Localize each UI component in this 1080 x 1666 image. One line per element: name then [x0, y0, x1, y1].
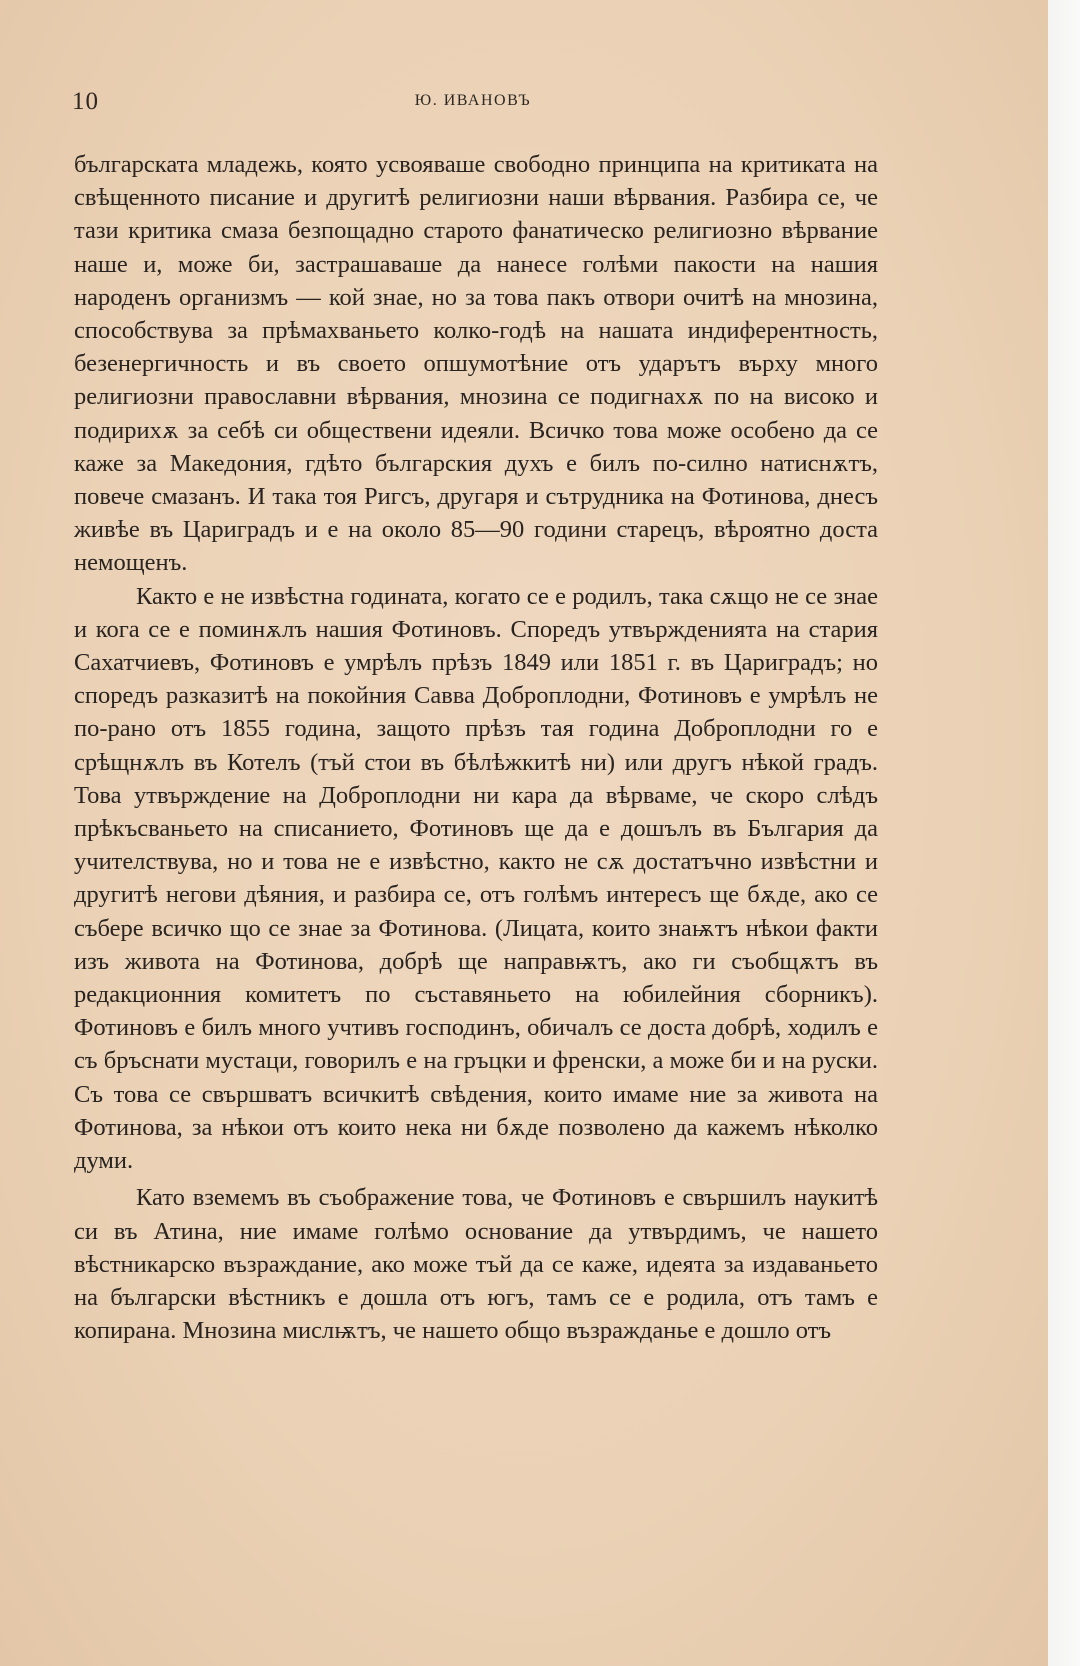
paragraph: Като вземемъ въ съображение това, че Фотиновъ е свършилъ наукитѣ си въ Атина, ние имаме голѣмо основание да утвърдимъ, че нашето вѣстникарско възраждание, ако може тъй да се каже, идеята за издаваньето на български вѣстникъ е дошла отъ югъ, тамъ се е родила, отъ тамъ е копирана. Мнозина мислѭтъ, че нашето общо възражданье е дошло отъ — [74, 1184, 878, 1345]
scan-margin — [1048, 0, 1080, 1666]
page-header — [68, 88, 878, 118]
body-text — [74, 148, 878, 1347]
paragraph: българската младежь, която усвояваше свободно принципа на критиката на свѣщенното писание и другитѣ религиозни наши вѣрвания. Разбира се, че тази критика смаза безпощадно старото фанатическо религиозно вѣрвание наше и, може би, застрашаваше да нанесе голѣми пакости на нашия народенъ организмъ — кой знае, но за това пакъ отвори очитѣ на мнозина, способствува за прѣмахваньето колко-годѣ на нашата индиферентность, безенергичность и въ своето опшумотѣние отъ ударътъ върху много религиозни православни вѣрвания, мнозина се подигнахѫ по на високо и подирихѫ за себѣ си обществени идеяли. Всичко това може особено да се каже за Македония, гдѣто българския духъ е билъ по-силно натиснѫтъ, повече смазанъ. И така тоя Ригсъ, другаря и сътрудника на Фотинова, днесъ живѣе въ Цариградъ и е на около 85—90 години старецъ, вѣроятно доста немощенъ. — [74, 151, 878, 577]
page-number: 10 — [72, 88, 99, 115]
running-head: Ю. ИВАНОВЪ — [414, 92, 532, 109]
paragraph: Както е не извѣстна годината, когато се е родилъ, така сѫщо не се знае и кога се е поминѫлъ нашия Фотиновъ. Споредъ утвържденията на стария Сахатчиевъ, Фотиновъ е умрѣлъ прѣзъ 1849 или 1851 г. въ Цариградъ; но споредъ разказитѣ на покойния Савва Доброплодни, Фотиновъ е умрѣлъ не по-рано отъ 1855 година, защото прѣзъ тая година Доброплодни го е срѣщнѫлъ въ Котелъ (тъй стои въ бѣлѣжкитѣ ни) или другъ нѣкой градъ. Това утвърждение на Доброплодни ни кара да вѣрваме, че скоро слѣдъ прѣкъсваньето на списанието, Фотиновъ ще да е дошълъ въ България да учителствува, но и това не е извѣстно, както не сѫ достатъчно извѣстни и другитѣ негови дѣяния, и разбира се, отъ голѣмъ интересъ ще бѫде, ако се събере всичко що се знае за Фотинова. (Лицата, които знаѭтъ нѣкои факти изъ живота на Фотинова, добрѣ ще направѭтъ, ако ги съобщѫтъ въ редакционния комитетъ по съставяньето на юбилейния сборникъ). Фотиновъ е билъ много учтивъ господинъ, обичалъ се доста добрѣ, ходилъ е съ бръснати мустаци, говорилъ е на гръцки и френски, а може би и на руски. Съ това се свършватъ всичкитѣ свѣдения, които имаме ние за живота на Фотинова, за нѣкои отъ които нека ни бѫде позволено да кажемъ нѣколко думи. — [74, 582, 878, 1175]
